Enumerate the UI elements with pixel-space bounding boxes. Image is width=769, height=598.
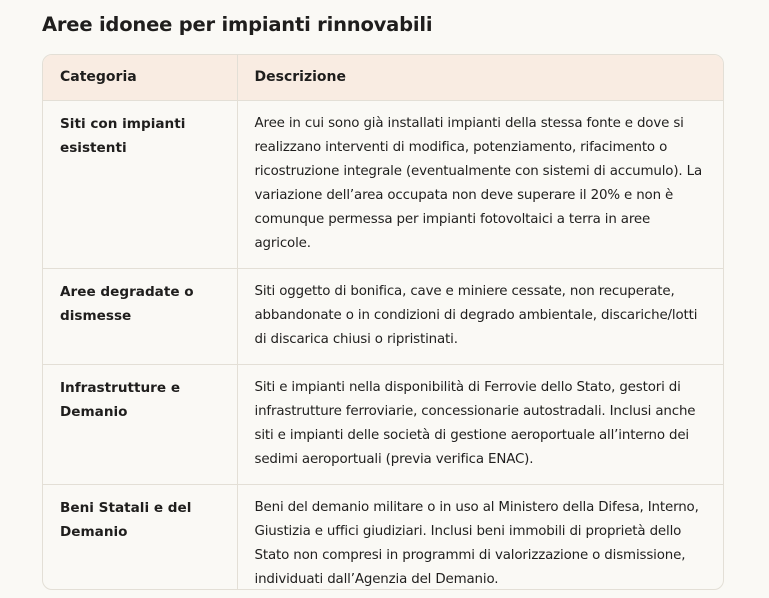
description-cell: Siti e impianti nella disponibilità di Ferrovie dello Stato, gestori di infrastrutture ferroviarie, concessionarie autostradali. Inclusi anche siti e impianti delle società di gestione aeroportuale all’interno dei sedimi aeroportuali (previa verifica ENAC). [237, 364, 723, 484]
category-cell: Beni Statali e del Demanio [60, 499, 192, 540]
category-cell: Aree degradate o dismesse [43, 268, 237, 364]
page-title: Aree idonee per impianti rinnovabili [42, 13, 433, 36]
table-row [43, 484, 723, 590]
description-cell: Beni del demanio militare o in uso al Ministero della Difesa, Interno, Giustizia e uffici giudiziari. Inclusi beni immobili di proprietà dello Stato non compresi in programmi di valorizzazione o dismissione, individuati dall’Agenzia del Demanio. [237, 484, 723, 590]
category-cell: Infrastrutture e Demanio [43, 364, 237, 484]
column-header-descrizione: Descrizione [237, 55, 723, 100]
description-cell: Siti oggetto di bonifica, cave e miniere cessate, non recuperate, abbandonate o in condizioni di degrado ambientale, discariche/lotti di discarica chiusi o ripristinati. [237, 268, 723, 364]
category-cell: Siti con impianti esistenti [43, 100, 237, 268]
renewable-areas-table [42, 54, 724, 590]
description-cell: Aree in cui sono già installati impianti della stessa fonte e dove si realizzano interventi di modifica, potenziamento, rifacimento o ricostruzione integrale (eventualmente con sistemi di accumulo). La variazione dell’area occupata non deve superare il 20% e non è comunque permessa per impianti fotovoltaici a terra in aree agricole. [237, 100, 723, 268]
column-header-categoria: Categoria [43, 55, 237, 100]
table-row [43, 100, 723, 268]
table-row [43, 364, 723, 484]
table-header-row [43, 55, 723, 100]
table-row [43, 268, 723, 364]
